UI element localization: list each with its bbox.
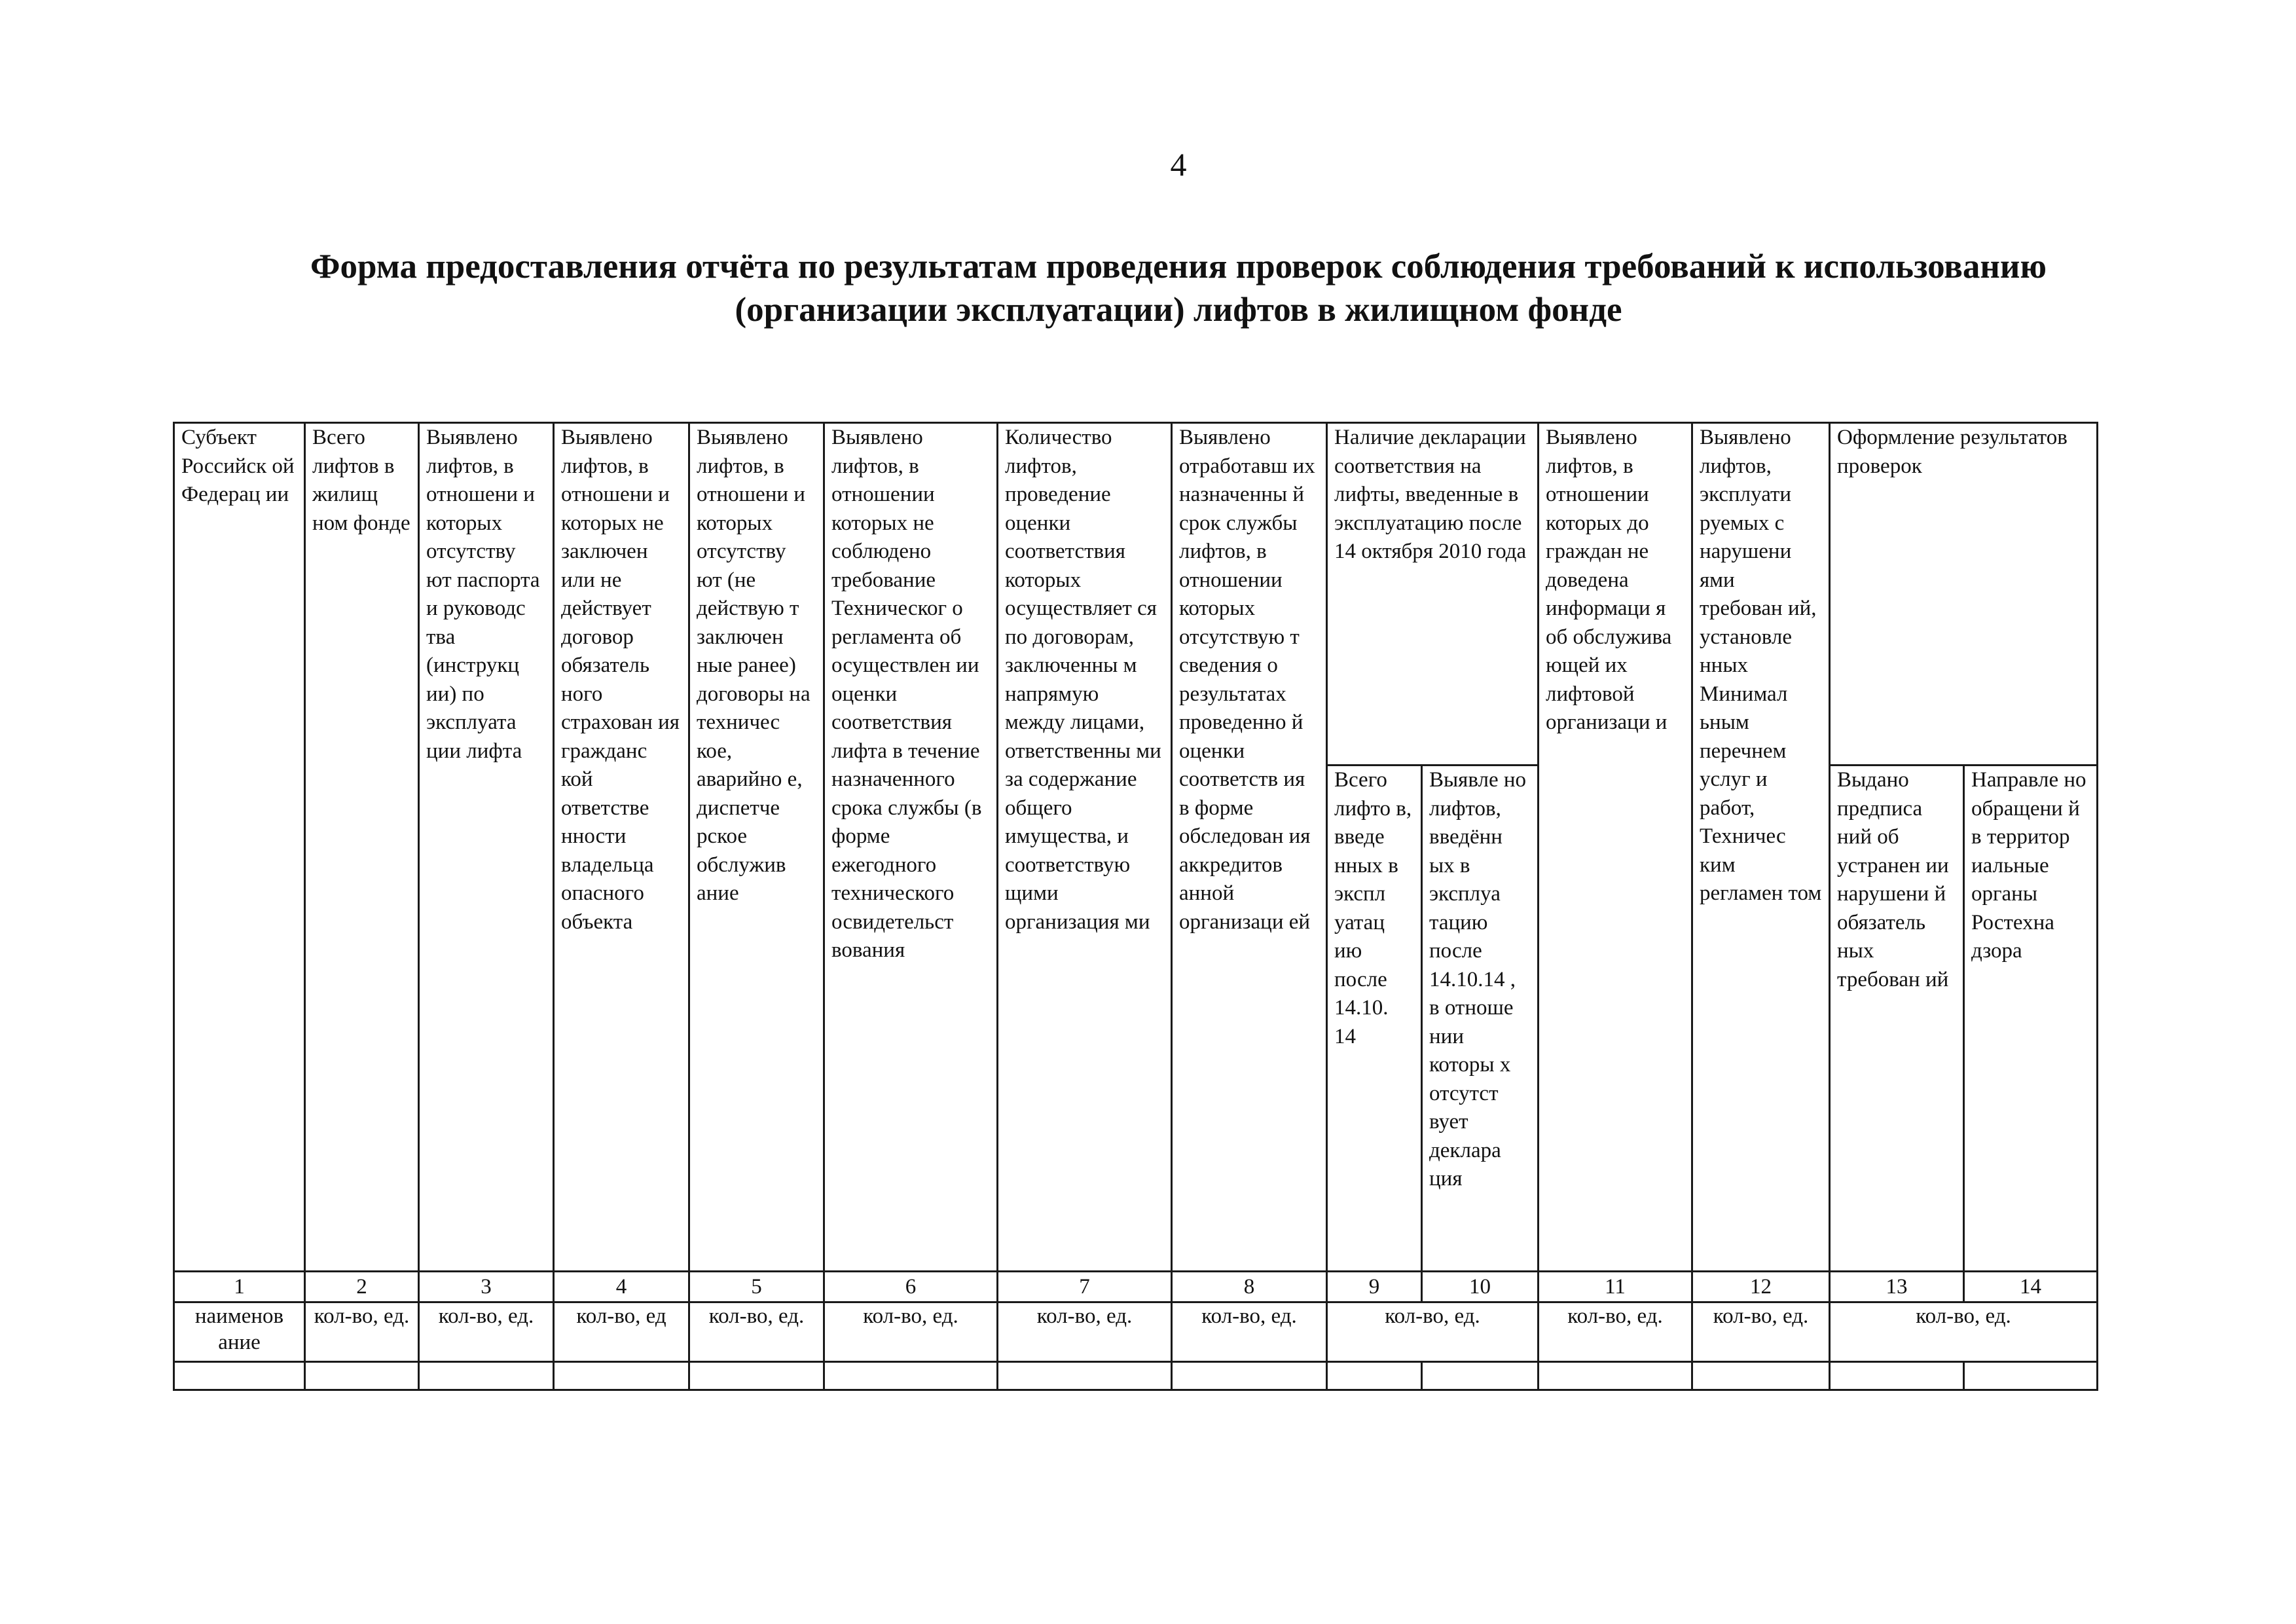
header-declaration-group: Наличие декларации соответствия на лифты, введенные в эксплуатацию после 14 октября 2010 года: [1327, 423, 1539, 766]
header-no-passport: Выявлено лифтов, в отношени и которых отсутству ют паспорта и руководс тва (инструкц ии) по эксплуата ции лифта: [419, 423, 554, 1272]
data-entry-cell[interactable]: [1172, 1362, 1327, 1390]
header-expired-service-life: Выявлено отработавш их назначенны й срок службы лифтов, в отношении которых отсутствую т сведения о результатах проведенно й оценки соответств ия в форме обследован ия аккредитов анной организаци ей: [1172, 423, 1327, 1272]
unit-cell: кол-во, ед.: [1539, 1302, 1692, 1362]
data-entry-cell[interactable]: [689, 1362, 824, 1390]
column-number: 8: [1172, 1272, 1327, 1302]
column-number-row: [174, 1272, 2098, 1302]
column-number: 10: [1422, 1272, 1539, 1302]
data-entry-cell[interactable]: [1830, 1362, 1964, 1390]
header-orders-issued: Выдано предписа ний об устранен ии нарушени й обязатель ных требован ий: [1830, 766, 1964, 1272]
data-entry-cell[interactable]: [174, 1362, 305, 1390]
data-entry-cell[interactable]: [1422, 1362, 1539, 1390]
data-entry-cell[interactable]: [824, 1362, 998, 1390]
header-no-info-to-citizens: Выявлено лифтов, в отношении которых до граждан не доведена информаци я об обслужива ющей их лифтовой организаци и: [1539, 423, 1692, 1272]
page-number: 4: [1170, 146, 1187, 183]
column-number: 1: [174, 1272, 305, 1302]
data-entry-cell[interactable]: [305, 1362, 419, 1390]
column-number: 9: [1327, 1272, 1422, 1302]
data-entry-cell[interactable]: [998, 1362, 1172, 1390]
units-row: [174, 1302, 2098, 1362]
column-number: 5: [689, 1272, 824, 1302]
data-entry-cell[interactable]: [1327, 1362, 1422, 1390]
column-number: 4: [554, 1272, 689, 1302]
data-entry-cell[interactable]: [1539, 1362, 1692, 1390]
data-entry-cell[interactable]: [419, 1362, 554, 1390]
unit-cell: кол-во, ед.: [998, 1302, 1172, 1362]
unit-cell: кол-во, ед.: [1692, 1302, 1830, 1362]
unit-cell: кол-во, ед.: [689, 1302, 824, 1362]
unit-cell: кол-во, ед.: [1830, 1302, 2098, 1362]
unit-cell: кол-во, ед.: [824, 1302, 998, 1362]
unit-cell: кол-во, ед.: [305, 1302, 419, 1362]
header-results-group: Оформление результатов проверок: [1830, 423, 2098, 766]
document-title: [98, 245, 2259, 331]
unit-cell: кол-во, ед.: [419, 1302, 554, 1362]
unit-cell: наименов ание: [174, 1302, 305, 1362]
column-number: 6: [824, 1272, 998, 1302]
header-total-lifts: Всего лифтов в жилищ ном фонде: [305, 423, 419, 1272]
data-entry-cell[interactable]: [1964, 1362, 2098, 1390]
data-entry-cell[interactable]: [554, 1362, 689, 1390]
title-line-1: Форма предоставления отчёта по результатам проведения проверок соблюдения требований к использованию: [310, 248, 2047, 286]
data-entry-row: [174, 1362, 2098, 1390]
column-number: 3: [419, 1272, 554, 1302]
header-no-insurance: Выявлено лифтов, в отношени и которых не заключен или не действует договор обязатель ного страхован ия гражданс кой ответстве нности владельца опасного объекта: [554, 423, 689, 1272]
header-no-declaration: Выявле но лифтов, введённ ых в эксплуа тацию после 14.10.14 , в отноше нии которы х отсутст вует деклара ция: [1422, 766, 1539, 1272]
column-number: 12: [1692, 1272, 1830, 1302]
column-number: 2: [305, 1272, 419, 1302]
title-line-2: (организации эксплуатации) лифтов в жилищном фонде: [735, 291, 1622, 329]
header-violations: Выявлено лифтов, эксплуати руемых с нарушени ями требован ий, установле нных Минимал ьным перечнем услуг и работ, Техничес ким регламен том: [1692, 423, 1830, 1272]
header-row: [174, 423, 2098, 766]
header-total-commissioned: Всего лифто в, введе нных в экспл уатац ию после 14.10. 14: [1327, 766, 1422, 1272]
unit-cell: кол-во, ед: [554, 1302, 689, 1362]
column-number: 13: [1830, 1272, 1964, 1302]
unit-cell: кол-во, ед.: [1172, 1302, 1327, 1362]
data-entry-cell[interactable]: [1692, 1362, 1830, 1390]
unit-cell: кол-во, ед.: [1327, 1302, 1539, 1362]
report-form-table: [173, 422, 2098, 1391]
header-direct-contracts: Количество лифтов, проведение оценки соответствия которых осуществляет ся по договорам, заключенны м напрямую между лицами, ответственны ми за содержание общего имущества, и соответствую щими организация ми: [998, 423, 1172, 1272]
column-number: 14: [1964, 1272, 2098, 1302]
header-appeals-sent: Направле но обращени й в территор иальные органы Ростехна дзора: [1964, 766, 2098, 1272]
header-no-service-contracts: Выявлено лифтов, в отношени и которых отсутству ют (не действую т заключен ные ранее) договоры на техничес кое, аварийно е, диспетче рское обслужив ание: [689, 423, 824, 1272]
column-number: 7: [998, 1272, 1172, 1302]
header-subject: Субъект Российск ой Федерац ии: [174, 423, 305, 1272]
column-number: 11: [1539, 1272, 1692, 1302]
header-no-conformity-assessment: Выявлено лифтов, в отношении которых не соблюдено требование Техническог о регламента об осуществлен ии оценки соответствия лифта в течение назначенного срока службы (в форме ежегодного технического освидетельст вования: [824, 423, 998, 1272]
